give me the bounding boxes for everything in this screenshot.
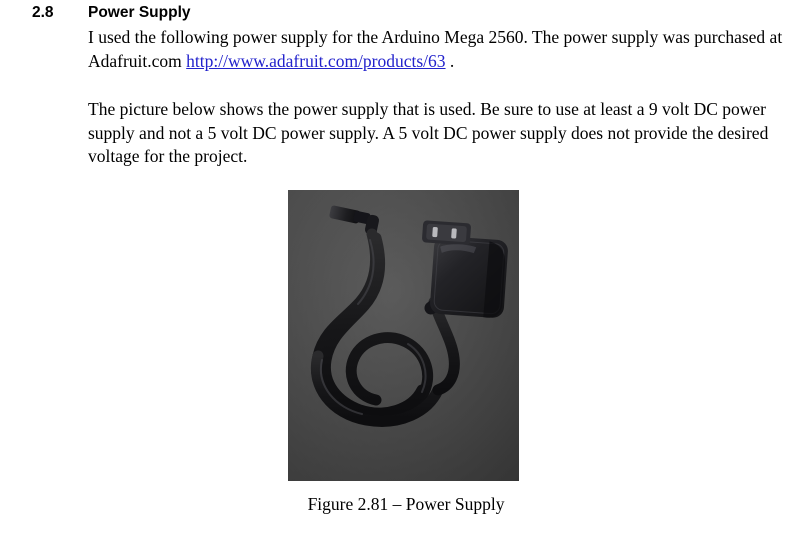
page-title: Power Supply [88,4,191,21]
power-supply-photo [288,190,519,481]
figure-caption: Figure 2.81 – Power Supply [307,494,505,514]
paragraph-one [88,26,794,73]
paragraph-one-text-before: I used the following power supply for the Arduino Mega 2560. The power supply was purchased at Adafruit.com [88,27,783,71]
paragraph-one-text-after: . [445,50,455,71]
adafruit-product-link[interactable]: http://www.adafruit.com/products/63 [186,50,446,71]
section-heading [32,4,191,22]
section-number: 2.8 [32,4,54,21]
figure-image-container [288,190,519,481]
paragraph-two: The picture below shows the power supply that is used. Be sure to use at least a 9 volt DC power supply and not a 5 volt DC power supply. A 5 volt DC power supply does not provide the desired voltage for the project. [88,99,769,166]
